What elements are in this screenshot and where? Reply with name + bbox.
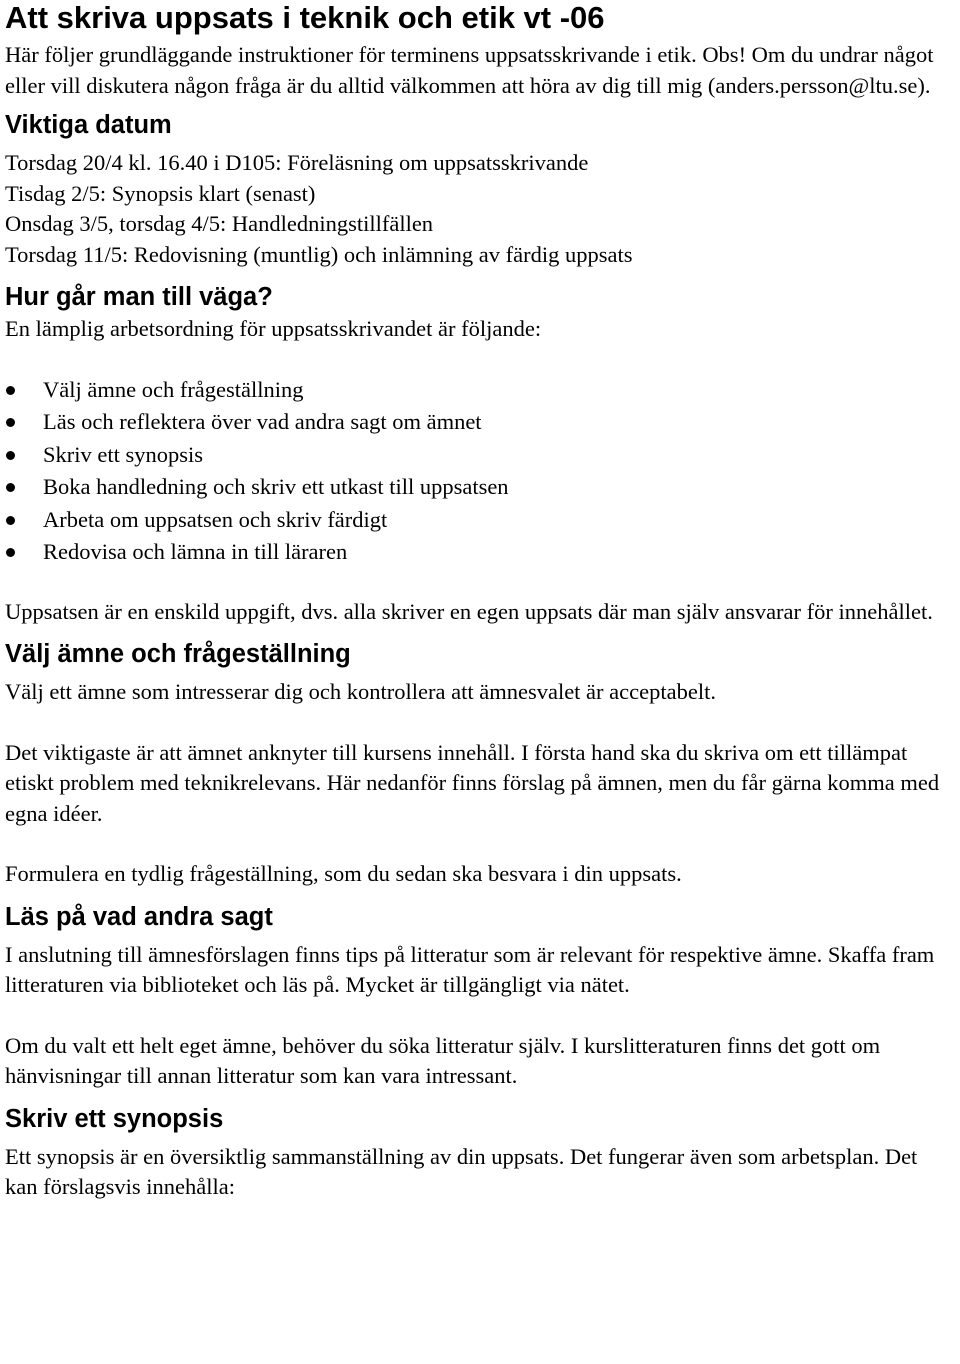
bullet-icon (6, 516, 15, 525)
topic-paragraph: Det viktigaste är att ämnet anknyter till kursens innehåll. I första hand ska du skriva om ett tillämpat etiskt problem med teknikrelevans. Här nedanför finns förslag på ämnen, men du får gärna komma med egna idéer. (5, 739, 940, 826)
reading-paragraph: Om du valt ett helt eget ämne, behöver du söka litteratur själv. I kurslitteraturen finns det gott om hänvisningar till annan litteratur som kan vara intressant. (5, 1032, 881, 1088)
date-line: Onsdag 3/5, torsdag 4/5: Handledningstillfällen (5, 211, 434, 236)
heading-viktiga-datum: Viktiga datum (5, 111, 172, 139)
list-item (5, 504, 955, 537)
synopsis-paragraph: Ett synopsis är en översiktlig sammanställning av din uppsats. Det fungerar även som arbetsplan. Det kan förslagsvis innehålla: (5, 1143, 918, 1199)
heading-hur-gar-man: Hur går man till väga? (5, 283, 273, 311)
bullet-icon (6, 451, 15, 460)
step-label: Läs och reflektera över vad andra sagt om ämnet (43, 409, 482, 434)
topic-paragraph: Formulera en tydlig frågeställning, som du sedan ska besvara i din uppsats. (5, 861, 682, 886)
bullet-icon (6, 386, 15, 395)
heading-las-pa: Läs på vad andra sagt (5, 902, 273, 931)
step-label: Skriv ett synopsis (43, 441, 204, 467)
document-page (5, 0, 955, 1203)
step-label: Boka handledning och skriv ett utkast till uppsatsen (43, 474, 509, 499)
howto-outro: Uppsatsen är en enskild uppgift, dvs. alla skriver en egen uppsats där man själv ansvarar för innehållet. (5, 598, 933, 624)
list-item (5, 374, 955, 407)
heading-skriv-synopsis: Skriv ett synopsis (5, 1104, 224, 1133)
list-item (5, 471, 955, 504)
step-label: Välj ämne och frågeställning (43, 376, 304, 402)
steps-list (5, 374, 955, 569)
list-item (5, 406, 955, 439)
step-label: Arbeta om uppsatsen och skriv färdigt (43, 506, 388, 532)
howto-intro: En lämplig arbetsordning för uppsatsskrivandet är följande: (5, 316, 542, 341)
bullet-icon (6, 548, 15, 557)
bullet-icon (6, 418, 15, 427)
step-label: Redovisa och lämna in till läraren (43, 539, 348, 564)
list-item (5, 439, 955, 472)
heading-valj-amne: Välj ämne och frågeställning (5, 640, 351, 668)
reading-paragraph: I anslutning till ämnesförslagen finns tips på litteratur som är relevant för respektive ämne. Skaffa fram litteraturen via biblioteket och läs på. Mycket är tillgängligt via nätet. (5, 941, 935, 997)
date-line: Tisdag 2/5: Synopsis klart (senast) (5, 180, 316, 206)
document-title: Att skriva uppsats i teknik och etik vt -06 (5, 0, 605, 35)
list-item (5, 536, 955, 569)
intro-paragraph: Här följer grundläggande instruktioner för terminens uppsatsskrivande i etik. Obs! Om du undrar något eller vill diskutera någon fråga är du alltid välkommen att höra av dig till mig (anders.persson@ltu.se). (5, 42, 934, 98)
date-line: Torsdag 20/4 kl. 16.40 i D105: Föreläsning om uppsatsskrivande (5, 150, 589, 175)
date-line: Torsdag 11/5: Redovisning (muntlig) och inlämning av färdig uppsats (5, 241, 633, 267)
bullet-icon (6, 483, 15, 492)
topic-paragraph: Välj ett ämne som intresserar dig och kontrollera att ämnesvalet är acceptabelt. (5, 679, 716, 704)
